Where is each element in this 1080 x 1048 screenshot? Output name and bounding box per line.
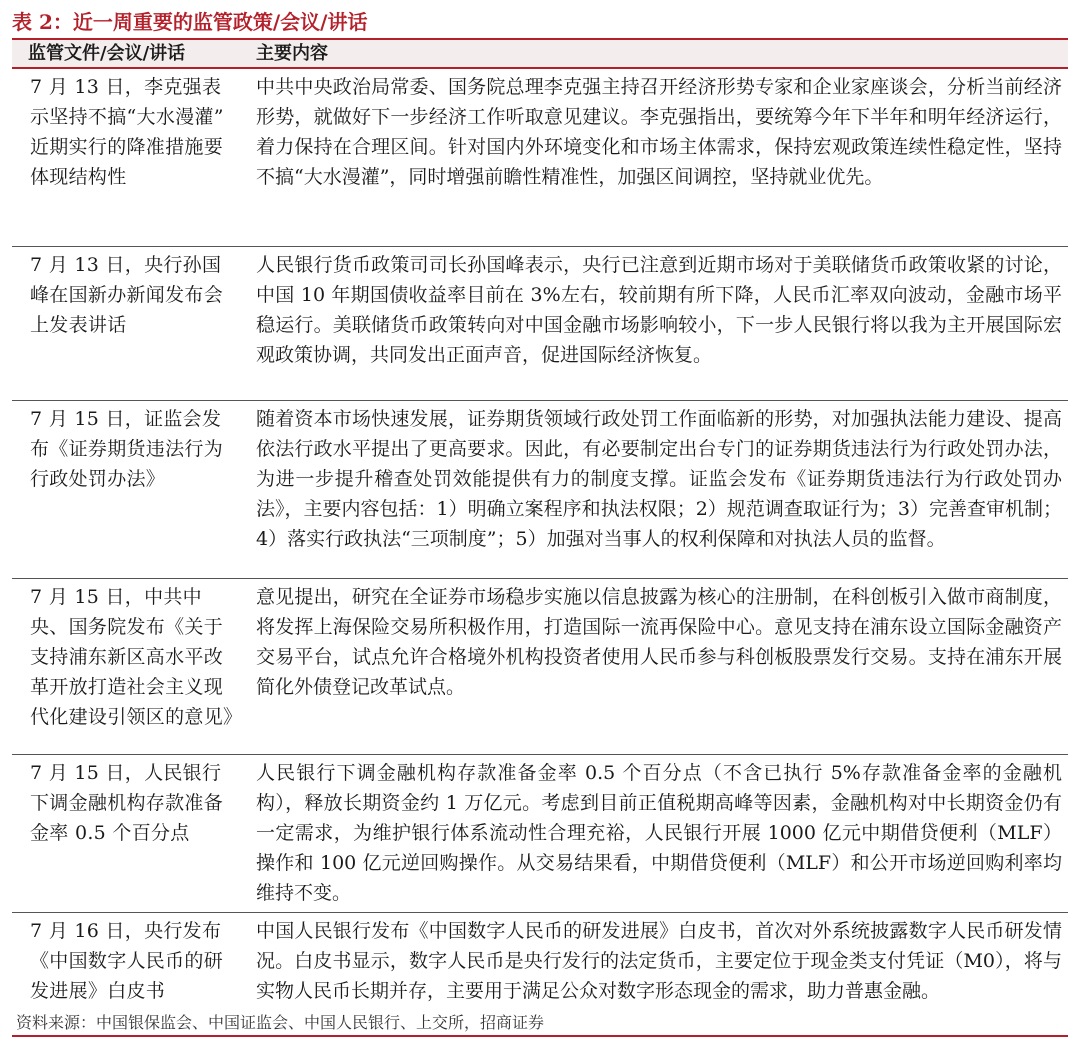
row-event: 7 月 15 日，人民银行下调金融机构存款准备金率 0.5 个百分点: [30, 762, 224, 844]
row-content: 人民银行下调金融机构存款准备金率 0.5 个百分点（不含已执行 5%存款准备金率的金融机构），释放长期资金约 1 万亿元。考虑到目前正值税期高峰等因素，金融机构对中长期资金仍有一定需求，为维护银行体系流动性合理充裕，人民银行开展 1000 亿元中期借贷便利（MLF）操作和 100 亿元逆回购操作。从交易结果看，中期借贷便利（MLF）和公开市场逆回购利率均维持不变。: [256, 762, 1062, 904]
source-note: 资料来源：中国银保监会、中国证监会、中国人民银行、上交所，招商证券: [16, 1013, 545, 1032]
table-header: [12, 40, 1068, 69]
row-event: 7 月 15 日，中共中央、国务院发布《关于支持浦东新区高水平改革开放打造社会主义现代化建设引领区的意见》: [30, 586, 243, 728]
row-content: 意见提出，研究在全证券市场稳步实施以信息披露为核心的注册制，在科创板引入做市商制度，将发挥上海保险交易所积极作用，打造国际一流再保险中心。意见支持在浦东设立国际金融资产交易平台，试点允许合格境外机构投资者使用人民币参与科创板股票发行交易。支持在浦东开展简化外债登记改革试点。: [256, 586, 1062, 698]
row-event: 7 月 13 日，李克强表示坚持不搞“大水漫灌” 近期实行的降准措施要体现结构性: [30, 76, 224, 188]
table-row: [12, 579, 1068, 755]
table-row: [12, 755, 1068, 913]
table-row: [12, 401, 1068, 579]
row-content: 中共中央政治局常委、国务院总理李克强主持召开经济形势专家和企业家座谈会，分析当前经济形势，就做好下一步经济工作听取意见建议。李克强指出，要统筹今年下半年和明年经济运行，着力保持在合理区间。针对国内外环境变化和市场主体需求，保持宏观政策连续性稳定性，坚持不搞“大水漫灌”，同时增强前瞻性精准性，加强区间调控，坚持就业优先。: [256, 76, 1062, 188]
row-event: 7 月 15 日，证监会发布《证券期货违法行为行政处罚办法》: [30, 408, 224, 490]
row-event: 7 月 16 日，央行发布《中国数字人民币的研发进展》白皮书: [30, 920, 224, 1002]
policy-table: [12, 38, 1068, 1037]
row-content: 随着资本市场快速发展，证券期货领域行政处罚工作面临新的形势，对加强执法能力建设、提高依法行政水平提出了更高要求。因此，有必要制定出台专门的证券期货违法行为行政处罚办法，为进一步提升稽查处罚效能提供有力的制度支撑。证监会发布《证券期货违法行为行政处罚办法》，主要内容包括：1）明确立案程序和执法权限；2）规范调查取证行为；3）完善查审机制；4）落实行政执法“三项制度”；5）加强对当事人的权利保障和对执法人员的监督。: [256, 408, 1062, 550]
header-col-event: 监管文件/会议/讲话: [28, 43, 186, 64]
table-row: [12, 69, 1068, 247]
table-row: [12, 247, 1068, 401]
table-title: 表 2：近一周重要的监管政策/会议/讲话: [12, 10, 368, 34]
row-content: 人民银行货币政策司司长孙国峰表示，央行已注意到近期市场对于美联储货币政策收紧的讨论，中国 10 年期国债收益率目前在 3%左右，较前期有所下降，人民币汇率双向波动，金融市场平稳运行。美联储货币政策转向对中国金融市场影响较小，下一步人民银行将以我为主开展国际宏观政策协调，共同发出正面声音，促进国际经济恢复。: [256, 254, 1062, 366]
header-col-content: 主要内容: [256, 43, 328, 64]
row-content: 中国人民银行发布《中国数字人民币的研发进展》白皮书，首次对外系统披露数字人民币研发情况。白皮书显示，数字人民币是央行发行的法定货币，主要定位于现金类支付凭证（M0），将与实物人民币长期并存，主要用于满足公众对数字形态现金的需求，助力普惠金融。: [256, 920, 1062, 1002]
row-event: 7 月 13 日，央行孙国峰在国新办新闻发布会上发表讲话: [30, 254, 224, 336]
